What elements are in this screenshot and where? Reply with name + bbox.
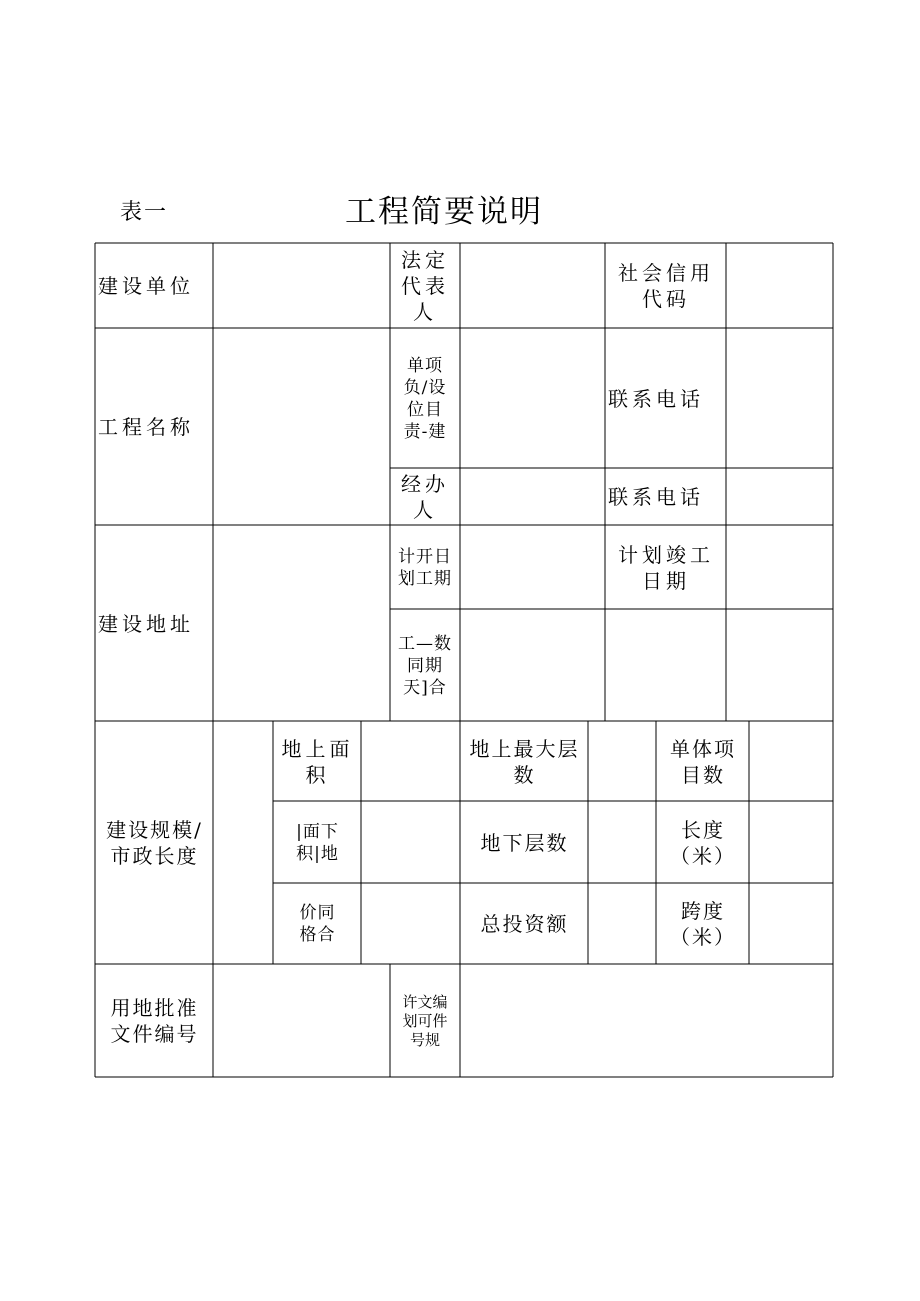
label-planned-start-date: 计开日划工期	[398, 546, 452, 589]
label-unit-project-count: 单体项目数	[670, 736, 736, 787]
input-project-name[interactable]	[214, 329, 390, 525]
input-max-floors[interactable]	[589, 722, 656, 801]
empty-input-r3[interactable]	[727, 610, 833, 721]
label-length-m: 长度（米）	[670, 817, 736, 868]
input-credit-code[interactable]	[727, 244, 833, 328]
input-planned-start-date[interactable]	[461, 526, 605, 609]
input-handler[interactable]	[461, 469, 605, 525]
page-title: 工程简要说明	[345, 194, 543, 230]
input-land-approval-number[interactable]	[214, 965, 390, 1077]
label-planning-permit-number: 许文编划可件号规	[402, 992, 448, 1049]
label-credit-code: 社会信用代码	[618, 261, 714, 311]
label-phone-1: 联系电话	[608, 386, 704, 411]
label-land-approval-number: 用地批准文件编号	[110, 996, 199, 1046]
label-project-name: 工程名称	[98, 415, 194, 439]
input-address[interactable]	[214, 526, 390, 721]
input-contract-price[interactable]	[362, 884, 460, 964]
input-planned-completion-date[interactable]	[727, 526, 833, 609]
input-underground-area[interactable]	[362, 802, 460, 883]
label-underground-floors: 地下层数	[480, 830, 569, 855]
input-construction-scale[interactable]	[214, 722, 273, 964]
label-construction-unit: 建设单位	[98, 274, 194, 298]
input-total-investment[interactable]	[589, 884, 656, 964]
label-project-manager: 单项负/设位目责-建	[403, 355, 447, 442]
input-contract-duration-days[interactable]	[461, 610, 605, 721]
label-underground-area: |面下积|地	[296, 821, 339, 864]
label-max-floors: 地上最大层数	[469, 736, 580, 787]
input-unit-project-count[interactable]	[750, 722, 833, 801]
input-above-ground-area[interactable]	[362, 722, 460, 801]
label-phone-2: 联系电话	[608, 485, 704, 509]
input-span-m[interactable]	[750, 884, 833, 964]
label-construction-scale: 建设规模/市政长度	[106, 818, 203, 868]
input-planning-permit-number[interactable]	[461, 965, 833, 1077]
input-phone-2[interactable]	[727, 469, 833, 525]
label-above-ground-area: 地上面积	[281, 736, 354, 787]
label-address: 建设地址	[98, 611, 194, 636]
input-length-m[interactable]	[750, 802, 833, 883]
label-handler: 经办人	[401, 472, 449, 522]
label-legal-representative: 法定代表人	[401, 248, 449, 324]
label-contract-price: 价同格合	[299, 903, 336, 945]
input-phone-1[interactable]	[727, 329, 833, 468]
label-contract-duration-days: 工—数同期天]合	[398, 633, 452, 698]
label-planned-completion-date: 计划竣工日期	[618, 542, 714, 593]
label-span-m: 跨度（米）	[670, 899, 736, 949]
input-construction-unit[interactable]	[214, 244, 390, 328]
input-project-manager[interactable]	[461, 329, 605, 468]
input-legal-representative[interactable]	[461, 244, 605, 328]
empty-cell-r3	[606, 610, 726, 721]
label-total-investment: 总投资额	[480, 912, 569, 936]
table-number: 表一	[120, 200, 169, 225]
input-underground-floors[interactable]	[589, 802, 656, 883]
